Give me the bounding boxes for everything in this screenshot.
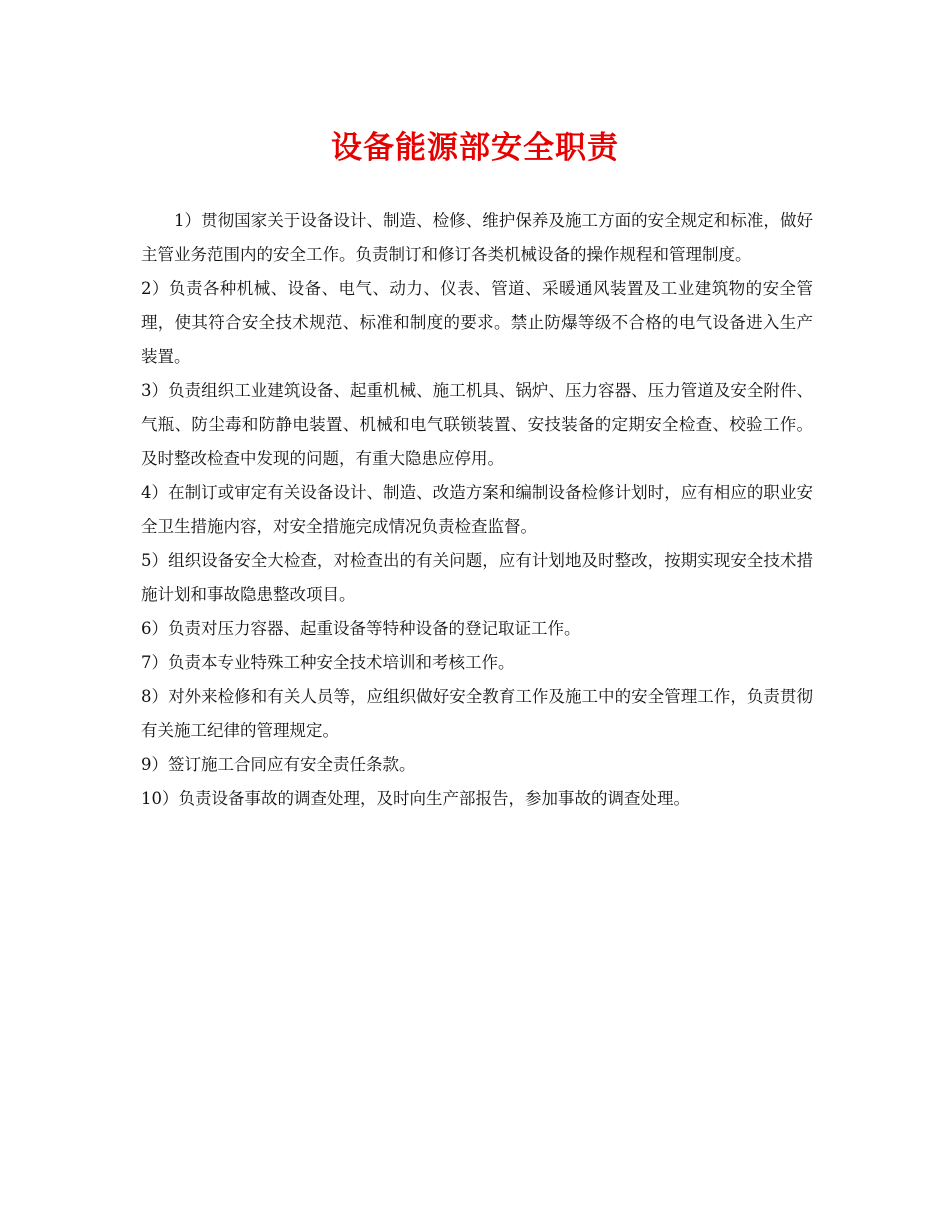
paragraph-5: 5）组织设备安全大检查，对检查出的有关问题，应有计划地及时整改，按期实现安全技术措施计划和事故隐患整改项目。 [141,551,813,604]
paragraph-3: 3）负责组织工业建筑设备、起重机械、施工机具、锅炉、压力容器、压力管道及安全附件、气瓶、防尘毒和防静电装置、机械和电气联锁装置、安技装备的定期安全检查、校验工作。及时整改检查中发现的问题，有重大隐患应停用。 [141,381,813,468]
paragraph-7: 7）负责本专业特殊工种安全技术培训和考核工作。 [141,653,515,672]
paragraph-8: 8）对外来检修和有关人员等，应组织做好安全教育工作及施工中的安全管理工作，负责贯彻有关施工纪律的管理规定。 [141,687,813,740]
paragraph-2: 2）负责各种机械、设备、电气、动力、仪表、管道、采暖通风装置及工业建筑物的安全管理，使其符合安全技术规范、标准和制度的要求。禁止防爆等级不合格的电气设备进入生产装置。 [141,279,813,366]
paragraph-10: 10）负责设备事故的调查处理，及时向生产部报告，参加事故的调查处理。 [141,789,690,808]
paragraph-6: 6）负责对压力容器、起重设备等特种设备的登记取证工作。 [141,619,581,638]
document-body [141,204,813,816]
paragraph-9: 9）签订施工合同应有安全责任条款。 [141,755,416,774]
paragraph-4: 4）在制订或审定有关设备设计、制造、改造方案和编制设备检修计划时，应有相应的职业安全卫生措施内容，对安全措施完成情况负责检查监督。 [141,483,813,536]
document-title: 设备能源部安全职责 [331,130,619,166]
paragraph-1: 1）贯彻国家关于设备设计、制造、检修、维护保养及施工方面的安全规定和标准，做好主管业务范围内的安全工作。负责制订和修订各类机械设备的操作规程和管理制度。 [141,211,813,264]
